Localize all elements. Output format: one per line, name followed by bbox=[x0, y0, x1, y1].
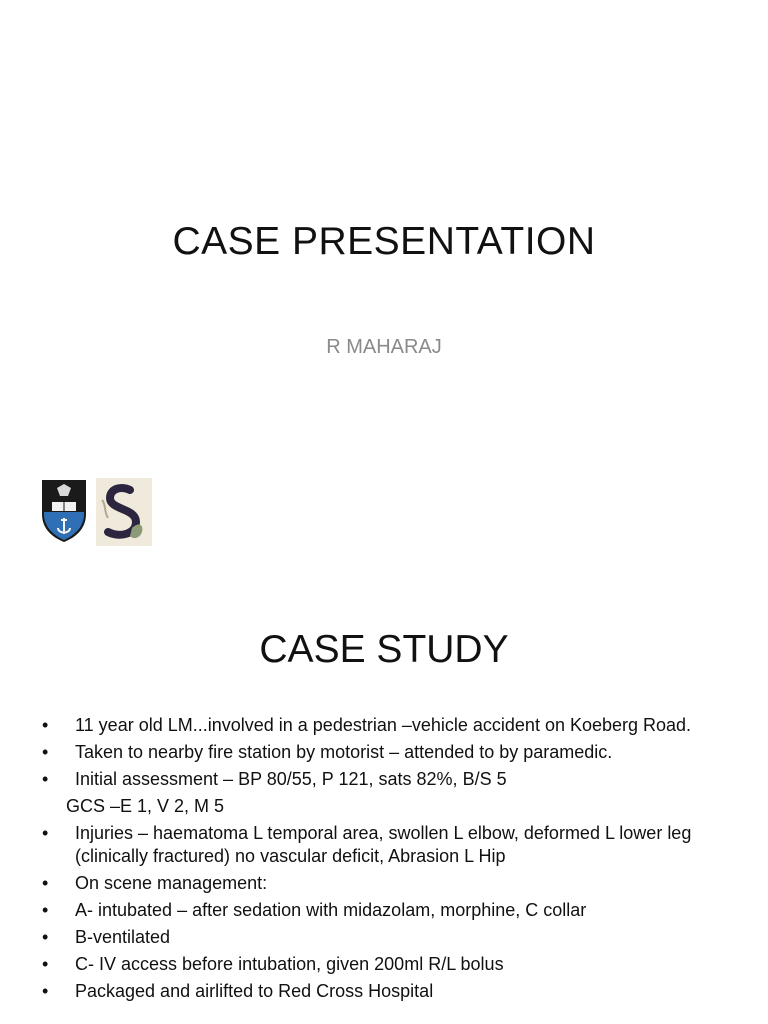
list-item: • Packaged and airlifted to Red Cross Hospital bbox=[40, 980, 740, 1003]
list-item: • B-ventilated bbox=[40, 926, 740, 949]
list-item: • A- intubated – after sedation with midazolam, morphine, C collar bbox=[40, 899, 740, 922]
university-crest-logo bbox=[40, 478, 88, 544]
letter-s-emblem-icon bbox=[96, 478, 152, 546]
list-item: • C- IV access before intubation, given 200ml R/L bolus bbox=[40, 953, 740, 976]
list-item: • Injuries – haematoma L temporal area, swollen L elbow, deformed L lower leg (clinically fractured) no vascular deficit, Abrasion L Hip bbox=[40, 822, 740, 868]
list-item: GCS –E 1, V 2, M 5 bbox=[66, 796, 225, 816]
logo-row bbox=[40, 478, 152, 546]
list-item: • 11 year old LM...involved in a pedestrian –vehicle accident on Koeberg Road. bbox=[40, 714, 740, 737]
slide-title: CASE STUDY bbox=[259, 628, 509, 671]
case-study-slide bbox=[0, 578, 768, 1024]
stellenbosch-s-logo bbox=[96, 478, 152, 546]
slide-title: CASE PRESENTATION bbox=[172, 220, 596, 263]
bullet-list bbox=[40, 714, 740, 1007]
list-item: • Initial assessment – BP 80/55, P 121, sats 82%, B/S 5 bbox=[40, 768, 740, 791]
list-item: • Taken to nearby fire station by motorist – attended to by paramedic. bbox=[40, 741, 740, 764]
list-item: • On scene management: bbox=[40, 872, 740, 895]
slide-subtitle: R MAHARAJ bbox=[326, 336, 442, 358]
